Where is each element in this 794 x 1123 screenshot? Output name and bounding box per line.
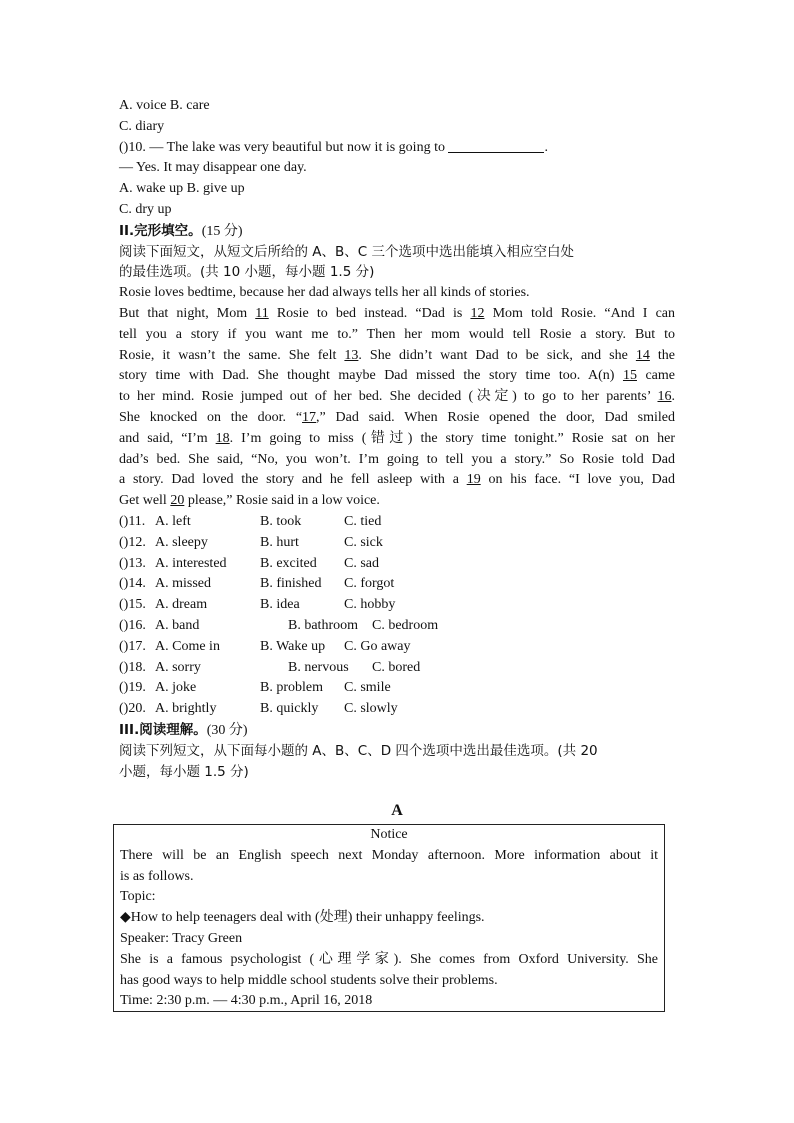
cloze-option-row: ()11. A. left B. took C. tied [119, 513, 382, 529]
notice-line-4: ◆How to help teenagers deal with (处理) their unhappy feelings. [120, 910, 485, 926]
cloze-option-row: ()16. A. band B. bathroom C. bedroom [119, 617, 439, 633]
q9-options-line2: C. diary [119, 118, 165, 134]
section-2-score: (15 分) [201, 223, 243, 239]
blank-14: 14 [635, 347, 650, 363]
cloze-option-row: ()19. A. joke B. problem C. smile [119, 680, 391, 696]
section-3-score: (30 分) [206, 722, 248, 738]
notice-line-1: There will be an English speech next Monday afternoon. More information about it [120, 847, 658, 863]
notice-box [113, 824, 665, 1012]
blank-15: 15 [622, 368, 637, 384]
cloze-option-row: ()12. A. sleepy B. hurt C. sick [119, 534, 383, 550]
q9-options-line1: A. voice B. care [119, 98, 210, 113]
passage-line-10: a story. Dad loved the story and he fell asleep with a 19 on his face. “I love you, Dad [119, 472, 675, 488]
notice-line-5: Speaker: Tracy Green [120, 930, 243, 946]
reading-a-label: A [391, 802, 403, 820]
blank-20: 20 [170, 493, 185, 509]
passage-line-6: to her mind. Rosie jumped out of her bed. She decided (决定) to go to her parents’ 16. [119, 389, 675, 405]
blank-12: 12 [470, 305, 485, 321]
blank-13: 13 [344, 347, 359, 363]
cloze-option-row: ()14. A. missed B. finished C. forgot [119, 576, 395, 592]
notice-line-8: Time: 2:30 p.m. — 4:30 p.m., April 16, 2018 [120, 993, 373, 1009]
blank-17: 17 [302, 409, 317, 425]
question-10-text: ()10. — The lake was very beautiful but now it is going to [119, 139, 445, 155]
section-2-heading [119, 221, 675, 242]
cloze-option-row: ()17. A. Come in B. Wake up C. Go away [119, 638, 411, 654]
passage-line-9: dad’s bed. She said, “No, you won’t. I’m going to tell you a story.” So Rosie told Dad [119, 451, 675, 467]
section-3-instructions-line2: 小题，每小题 1.5 分) [119, 763, 249, 780]
section-2-instructions-line1: 阅读下面短文，从短文后所给的 A、B、C 三个选项中选出能填入相应空白处 [119, 243, 575, 260]
answer-blank[interactable] [448, 138, 544, 153]
section-3-title: III.阅读理解。 [119, 721, 207, 738]
section-2-title: II.完形填空。 [119, 222, 202, 239]
section-2-instructions-line2: 的最佳选项。(共 10 小题，每小题 1.5 分) [119, 264, 375, 281]
question-10-end: . [544, 139, 548, 155]
cloze-option-row: ()13. A. interested B. excited C. sad [119, 555, 379, 571]
blank-11: 11 [255, 305, 269, 321]
passage-line-1: Rosie loves bedtime, because her dad always tells her all kinds of stories. [119, 285, 530, 301]
notice-line-6: She is a famous psychologist (心理学家). She comes from Oxford University. She [120, 951, 658, 967]
question-10-options-line1: A. wake up B. give up [119, 181, 245, 197]
question-10-options-line2: C. dry up [119, 201, 172, 217]
passage-line-4: Rosie, it wasn’t the same. She felt 13. She didn’t want Dad to be sick, and she 14 the [119, 347, 675, 363]
question-10-answer: — Yes. It may disappear one day. [119, 160, 307, 176]
passage-line-11: Get well 20 please,” Rosie said in a low voice. [119, 493, 380, 509]
cloze-options-list [119, 512, 675, 720]
notice-line-2: is as follows. [120, 868, 194, 884]
cloze-option-row: ()20. A. brightly B. quickly C. slowly [119, 701, 398, 717]
cloze-option-row: ()18. A. sorry B. nervous C. bored [119, 659, 421, 675]
blank-18: 18 [215, 430, 230, 446]
section-3-heading [119, 720, 675, 741]
blank-19: 19 [466, 472, 481, 488]
passage-line-2: But that night, Mom 11 Rosie to bed instead. “Dad is 12 Mom told Rosie. “And I can [119, 305, 675, 321]
cloze-option-row: ()15. A. dream B. idea C. hobby [119, 597, 396, 613]
notice-line-3: Topic: [120, 889, 156, 905]
passage-line-5: story time with Dad. She thought maybe Dad missed the story time too. A(n) 15 came [119, 368, 675, 384]
notice-title: Notice [370, 827, 408, 842]
passage-line-8: and said, “I’m 18. I’m going to miss (错过) the story time tonight.” Rosie sat on her [119, 430, 675, 446]
section-3-instructions-line1: 阅读下列短文，从下面每小题的 A、B、C、D 四个选项中选出最佳选项。(共 20 [119, 742, 598, 759]
document-body [119, 96, 675, 828]
blank-16: 16 [657, 389, 672, 405]
passage-line-3: tell you a story if you want me to.” Then her mom would tell Rosie a story. But to [119, 326, 675, 342]
passage-line-7: She knocked on the door. “17,” Dad said. When Rosie opened the door, Dad smiled [119, 409, 675, 425]
question-10 [119, 138, 675, 159]
notice-line-7: has good ways to help middle school students solve their problems. [120, 972, 498, 988]
